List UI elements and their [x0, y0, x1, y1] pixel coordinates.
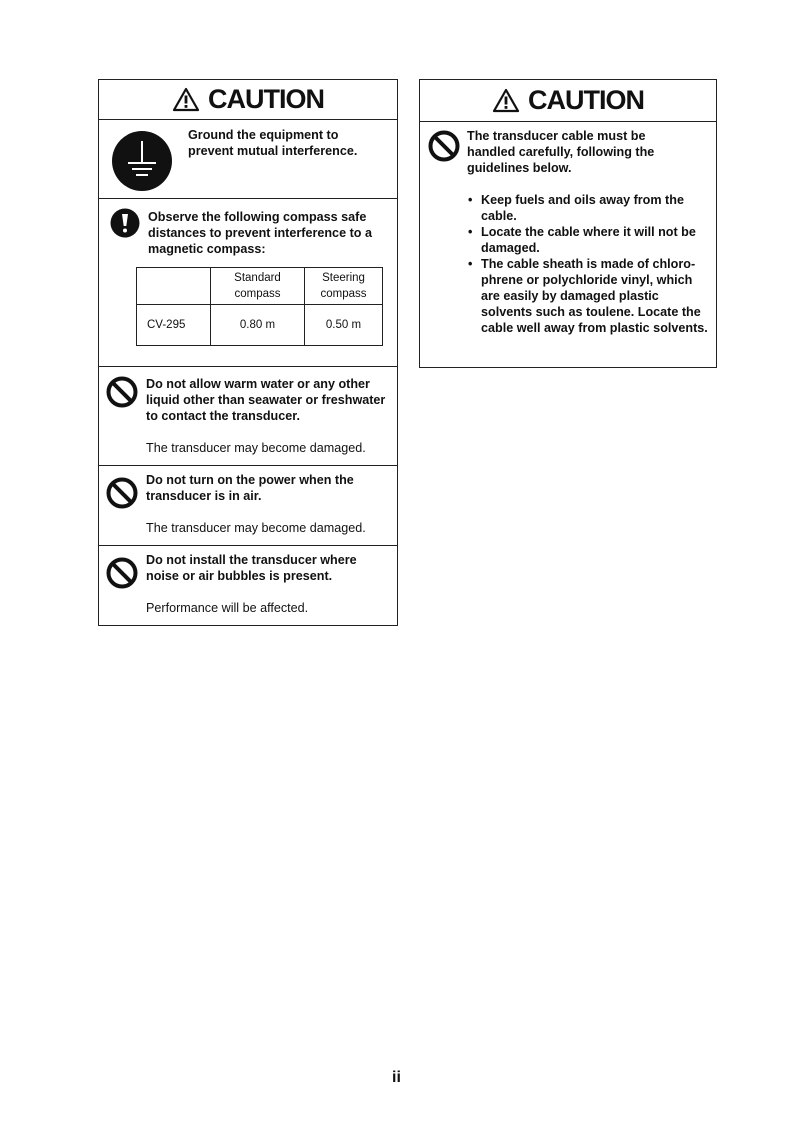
caution-header — [420, 80, 716, 122]
warning-triangle-icon — [492, 88, 520, 113]
table-header-cell — [137, 268, 211, 305]
compass-distance-table — [136, 267, 383, 346]
ground-text: Ground the equipment to prevent mutual interference. — [188, 128, 358, 158]
water-note: The transducer may become damaged. — [146, 441, 366, 455]
water-text: Do not allow warm water or any other liquid other than seawater or freshwater to contact the transducer. — [146, 377, 386, 423]
caution-title: CAUTION — [208, 84, 324, 114]
noise-note: Performance will be affected. — [146, 601, 309, 615]
table-cell: 0.80 m — [211, 305, 305, 346]
caution-header — [99, 80, 397, 120]
table-row — [137, 305, 383, 346]
cable-guideline-list — [468, 192, 712, 336]
list-item: • Locate the cable where it will not be damaged. — [468, 224, 712, 256]
prohibition-icon — [106, 376, 138, 408]
exclamation-icon — [110, 208, 140, 238]
power-note: The transducer may become damaged. — [146, 521, 366, 535]
page-number: ii — [392, 1069, 401, 1086]
list-item: • Keep fuels and oils away from the cable. — [468, 192, 712, 224]
table-header-cell: Steering compass — [305, 268, 383, 305]
table-cell: 0.50 m — [305, 305, 383, 346]
caution-box-left — [98, 79, 398, 626]
list-item: • The cable sheath is made of chloro-phrene or polychloride vinyl, which are easily by damaged plastic solvents such as toulene. Locate the cable well away from plastic solvents. — [468, 256, 712, 336]
power-text: Do not turn on the power when the transducer is in air. — [146, 473, 354, 503]
water-section — [99, 367, 397, 466]
compass-text: Observe the following compass safe distances to prevent interference to a magnetic compass: — [148, 210, 372, 256]
warning-triangle-icon — [172, 87, 200, 112]
ground-icon — [111, 130, 173, 192]
table-header-row — [137, 268, 383, 305]
caution-box-right — [419, 79, 717, 368]
table-header-cell: Standard compass — [211, 268, 305, 305]
table-cell: CV-295 — [137, 305, 211, 346]
noise-section — [99, 546, 397, 625]
prohibition-icon — [106, 557, 138, 589]
ground-section — [99, 120, 397, 199]
noise-text: Do not install the transducer where noise or air bubbles is present. — [146, 553, 357, 583]
prohibition-icon — [428, 130, 460, 162]
cable-intro-text: The transducer cable must be handled carefully, following the guidelines below. — [467, 129, 655, 175]
caution-title: CAUTION — [528, 85, 644, 115]
prohibition-icon — [106, 477, 138, 509]
compass-section — [99, 199, 397, 367]
power-section — [99, 466, 397, 546]
